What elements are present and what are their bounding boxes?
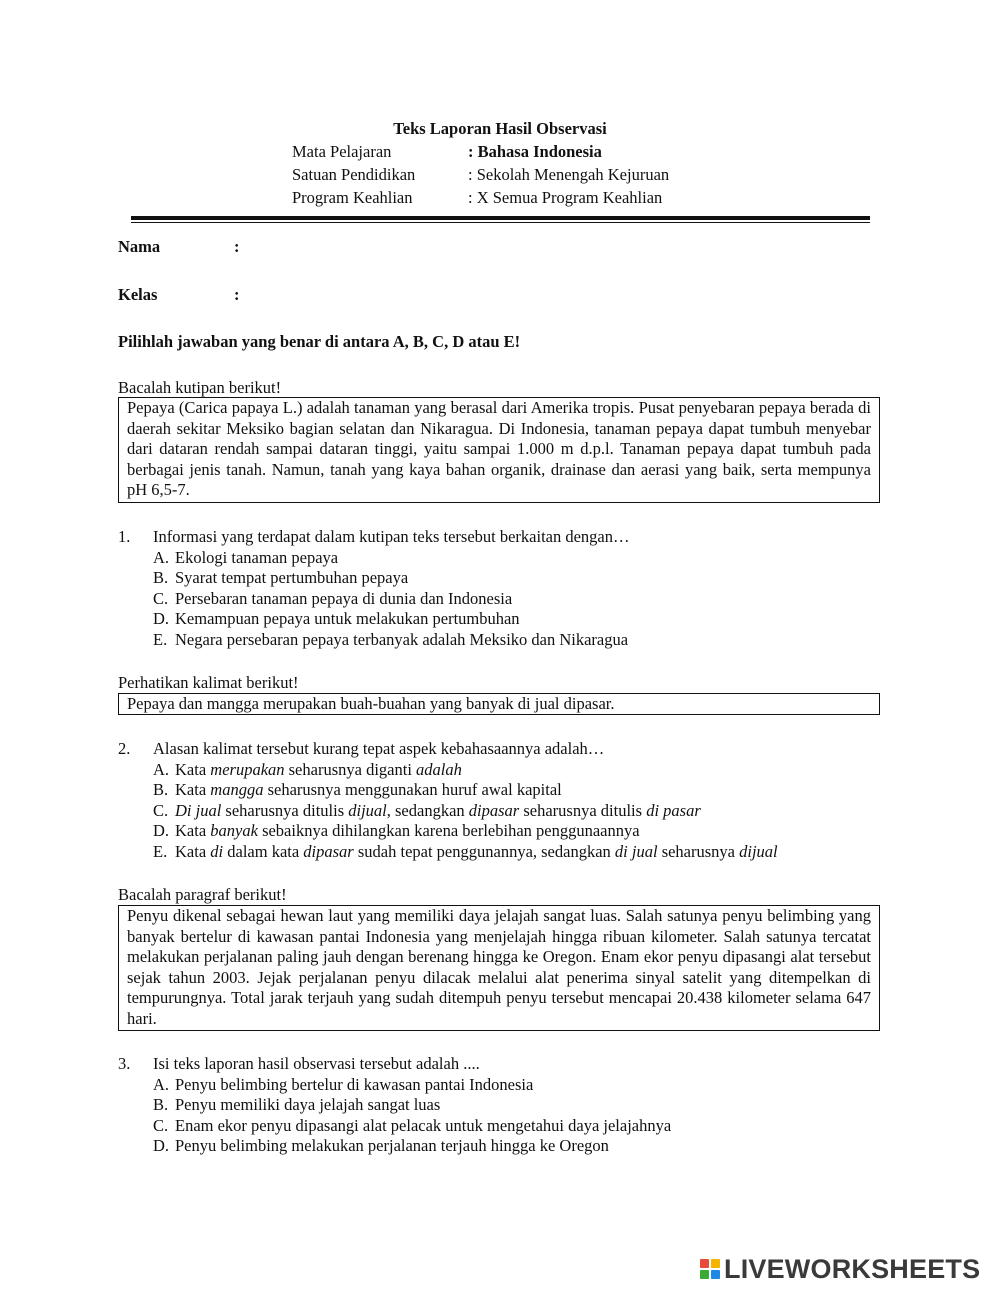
header-row-program xyxy=(292,188,892,211)
question-3 xyxy=(118,1054,898,1159)
question-stem: Alasan kalimat tersebut kurang tepat aspek kebahasaannya adalah… xyxy=(153,739,605,758)
passage-box: Pepaya (Carica papaya L.) adalah tanaman yang berasal dari Amerika tropis. Pusat penyebaran pepaya berada di daerah sekitar Meksiko bagian selatan dan Nikaragua. Di Indonesia, tanaman pepaya dapat tumbuh menyebar dari dataran rendah sampai dataran tinggi, yaitu sampai 1.000 m d.p.l. Tanaman pepaya dapat tumbuh pada berbagai jenis tanah. Namun, tanah yang kaya bahan organik, drainase dan aerasi yang baik, serta mempunya pH 6,5-7. xyxy=(118,397,880,503)
option-b[interactable]: B. Kata mangga seharusnya menggunakan huruf awal kapital xyxy=(153,780,562,800)
question-stem: Informasi yang terdapat dalam kutipan teks tersebut berkaitan dengan… xyxy=(153,527,630,546)
option-d[interactable]: D. Kata banyak sebaiknya dihilangkan karena berlebihan penggunaannya xyxy=(153,821,640,841)
liveworksheets-logo-icon xyxy=(700,1259,720,1279)
header-row-subject xyxy=(292,142,892,165)
option-c[interactable]: C. Enam ekor penyu dipasangi alat pelacak untuk mengetahui daya jelajahnya xyxy=(153,1115,672,1135)
passage-box: Pepaya dan mangga merupakan buah-buahan yang banyak di jual dipasar. xyxy=(118,693,880,715)
liveworksheets-brand[interactable] xyxy=(700,1254,980,1284)
question-number: 1. xyxy=(118,527,131,546)
option-d[interactable]: D. Penyu belimbing melakukan perjalanan terjauh hingga ke Oregon xyxy=(153,1136,609,1156)
instruction: Pilihlah jawaban yang benar di antara A, B, C, D atau E! xyxy=(118,332,521,351)
field-colon: : xyxy=(234,285,240,304)
option-a[interactable]: A. Kata merupakan seharusnya diganti adalah xyxy=(153,759,462,779)
option-b[interactable]: B. Penyu memiliki daya jelajah sangat luas xyxy=(153,1095,441,1115)
option-a[interactable]: A. Penyu belimbing bertelur di kawasan pantai Indonesia xyxy=(153,1074,534,1094)
header-value: : Bahasa Indonesia xyxy=(468,142,602,161)
question-stem: Isi teks laporan hasil observasi tersebut adalah .... xyxy=(153,1054,480,1073)
option-b[interactable]: B. Syarat tempat pertumbuhan pepaya xyxy=(153,568,409,588)
header-row-school xyxy=(292,165,892,188)
passage-intro: Perhatikan kalimat berikut! xyxy=(118,673,299,692)
option-d[interactable]: D. Kemampuan pepaya untuk melakukan pertumbuhan xyxy=(153,609,520,629)
option-e[interactable]: E. Negara persebaran pepaya terbanyak adalah Meksiko dan Nikaragua xyxy=(153,629,629,649)
header-divider-thick xyxy=(131,216,870,220)
header-value: : X Semua Program Keahlian xyxy=(468,188,663,207)
header-divider-thin xyxy=(131,222,870,223)
option-c[interactable]: C. Di jual seharusnya ditulis dijual, sedangkan dipasar seharusnya ditulis di pasar xyxy=(153,800,701,820)
page-title: Teks Laporan Hasil Observasi xyxy=(393,119,607,138)
option-c[interactable]: C. Persebaran tanaman pepaya di dunia dan Indonesia xyxy=(153,588,513,608)
brand-text: LIVEWORKSHEETS xyxy=(724,1253,981,1284)
header-label: Program Keahlian xyxy=(292,188,413,207)
option-a[interactable]: A. Ekologi tanaman pepaya xyxy=(153,547,339,567)
passage-intro: Bacalah kutipan berikut! xyxy=(118,378,282,397)
question-1 xyxy=(118,527,898,652)
question-2 xyxy=(118,739,898,864)
passage-box: Penyu dikenal sebagai hewan laut yang memiliki daya jelajah sangat luas. Salah satunya penyu belimbing yang banyak bertelur di kawasan pantai Indonesia yang menjelajah hingga ribuan kilometer. Salah satunya tercatat melakukan perjalanan paling jauh dengan berenang hingga ke Oregon. Enam ekor penyu dipasangi alat tersebut sejak tahun 2003. Jejak perjalanan penyu dilacak melalui alat penerima sinyal satelit yang ditempelkan di tempurungnya. Total jarak terjauh yang sudah ditempuh penyu tersebut mencapai 20.438 kilometer selama 647 hari. xyxy=(118,905,880,1031)
question-number: 2. xyxy=(118,739,131,758)
field-label-nama: Nama xyxy=(118,237,161,256)
header-label: Satuan Pendidikan xyxy=(292,165,416,184)
header-value: : Sekolah Menengah Kejuruan xyxy=(468,165,670,184)
field-colon: : xyxy=(234,237,240,256)
field-label-kelas: Kelas xyxy=(118,285,158,304)
header-label: Mata Pelajaran xyxy=(292,142,392,161)
question-number: 3. xyxy=(118,1054,131,1073)
option-e[interactable]: E. Kata di dalam kata dipasar sudah tepat penggunannya, sedangkan di jual seharusnya dijual xyxy=(153,841,778,861)
passage-intro: Bacalah paragraf berikut! xyxy=(118,885,287,904)
